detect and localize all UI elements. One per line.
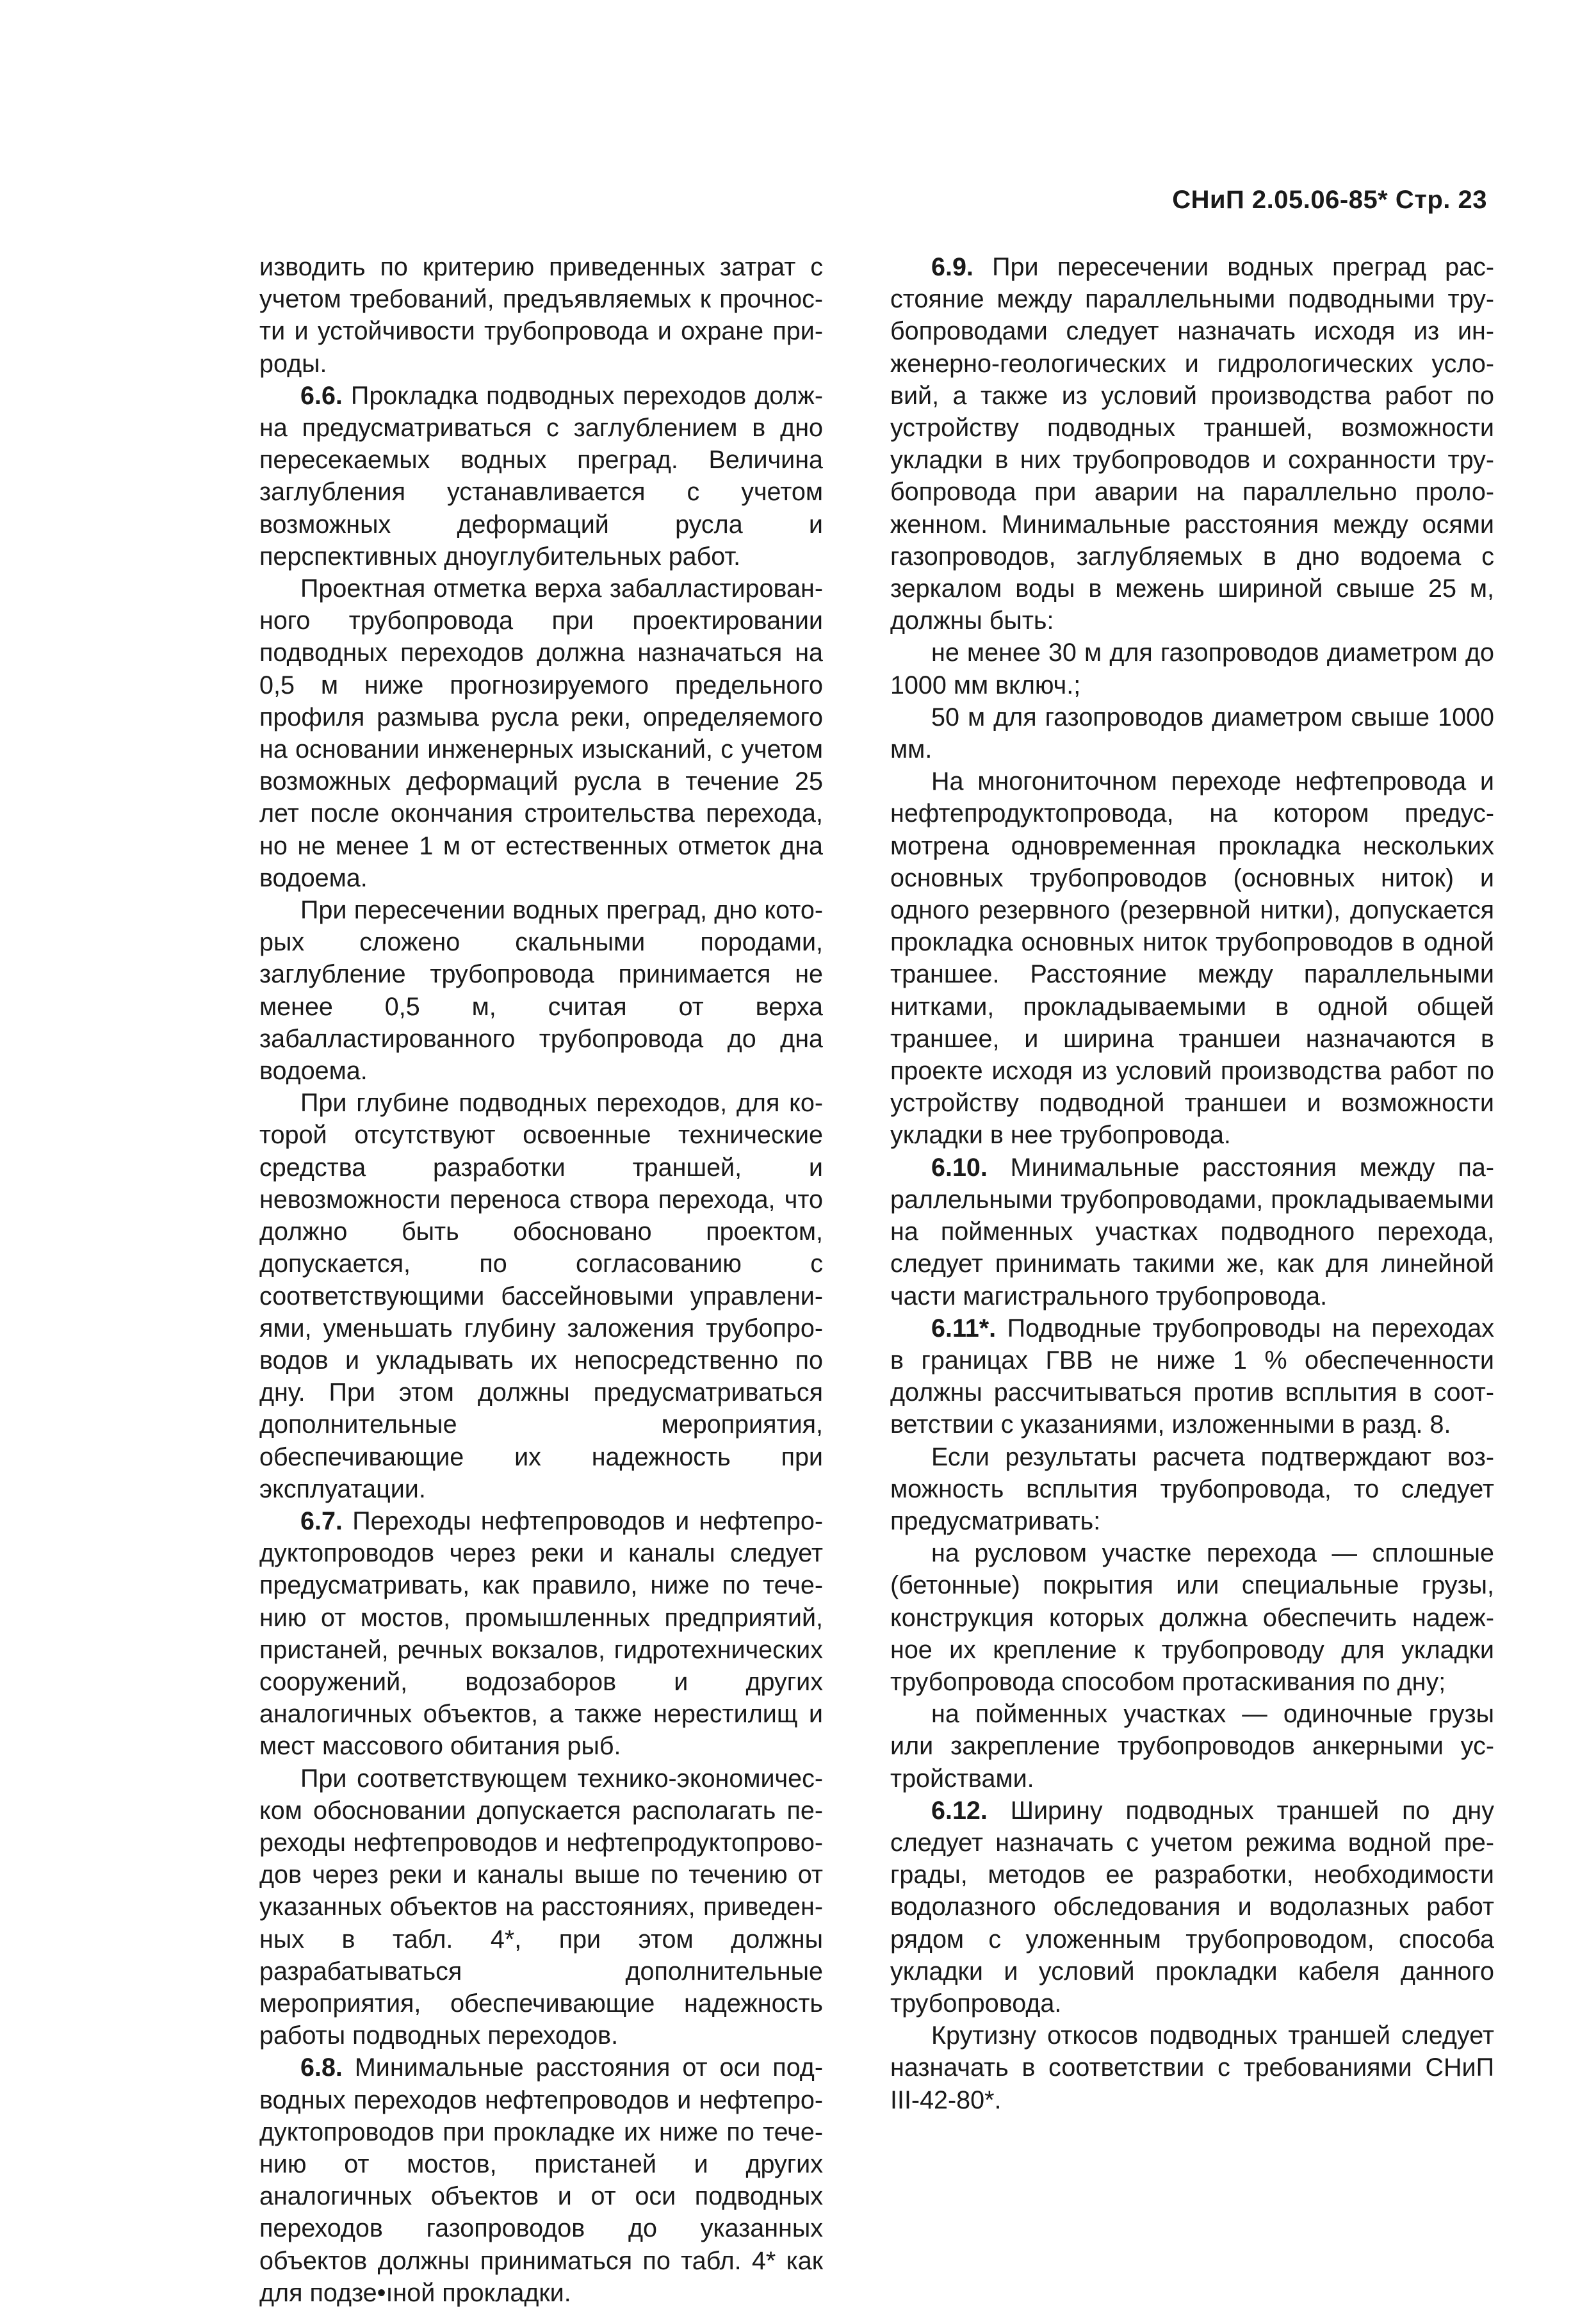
paragraph [890, 1698, 1494, 1795]
left-column [259, 251, 823, 2309]
paragraph [259, 1763, 823, 2052]
paragraph-text: Прокладка подводных переходов должна предусматриваться с заглублением в дно пересекаемых водных преград. Величина заглубления устанавливается с учетом возможных деформаций русла и перспективных дноуглубительных работ. [259, 381, 823, 571]
clause-number: 6.6. [300, 381, 343, 410]
paragraph-text: При глубине подводных переходов, для которой отсутствуют освоенные технические средства разработки траншей, и невозможности переноса створа перехода, что должно быть обосновано проектом, допускается, по согласованию с соответствующими бассейновыми управлениями, уменьшать глубину заложения трубопроводов и укладывать их непосредственно по дну. При этом должны предусматриваться дополнительные мероприятия, обеспечивающие их надежность при эксплуатации. [259, 1089, 823, 1503]
paragraph [890, 637, 1494, 701]
paragraph [890, 2019, 1494, 2116]
paragraph-text: 50 м для газопроводов диаметром свыше 1000 мм. [890, 703, 1494, 764]
right-column [890, 251, 1494, 2116]
paragraph [259, 2052, 823, 2309]
paragraph-text: на русловом участке перехода — сплошные (бетонные) покрытия или специальные грузы, конструкция которых должна обеспечить надежное их крепление к трубопроводу для укладки трубопровода способом протаскивания по дну; [890, 1539, 1494, 1696]
paragraph-text: При пересечении водных преград расстояние между параллельными подводными трубопроводами следует назначать исходя из инженерно-геологических и гидрологических условий, а также из условий производства работ по устройству подводных траншей, возможности укладки в них трубопроводов и сохранности трубопровода при аварии на параллельно проложенном. Минимальные расстояния между осями газопроводов, заглубляемых в дно водоема с зеркалом воды в межень шириной свыше 25 м, должны быть: [890, 253, 1494, 635]
paragraph-text: не менее 30 м для газопроводов диаметром до 1000 мм включ.; [890, 639, 1494, 699]
paragraph-text: Переходы нефтепроводов и нефтепродуктопроводов через реки и каналы следует предусматривать, как правило, ниже по течению от мостов, промышленных предприятий, пристаней, речных вокзалов, гидротехнических сооружений, водозаборов и других аналогичных объектов, а также нерестилищ и мест массового обитания рыб. [259, 1506, 824, 1761]
clause-number: 6.7. [300, 1506, 343, 1535]
paragraph [890, 1152, 1494, 1312]
paragraph-text: Ширину подводных траншей по дну следует назначать с учетом режима водной преграды, методов ее разработки, необходимости водолазного обследования и водолазных работ рядом с уложенным трубопроводом, способа укладки и условий прокладки кабеля данного трубопровода. [890, 1796, 1494, 2018]
paragraph [259, 1505, 823, 1763]
paragraph-text: На многониточном переходе нефтепровода и нефтепродуктопровода, на котором предусмотрена одновременная прокладка нескольких основных трубопроводов (основных ниток) и одного резервного (резервной нитки), допускается прокладка основных ниток трубопроводов в одной траншее. Расстояние между параллельными нитками, прокладываемыми в одной общей траншее, и ширина траншеи назначаются в проекте исходя из условий производства работ по устройству подводной траншеи и возможности укладки в нее трубопровода. [890, 767, 1494, 1150]
clause-number: 6.8. [300, 2053, 343, 2082]
paragraph-text: на пойменных участках — одиночные грузы или закрепление трубопроводов анкерными устройствами. [890, 1700, 1494, 1793]
paragraph-text: Минимальные расстояния от оси подводных переходов нефтепроводов и нефтепродуктопроводов при прокладке их ниже по течению от мостов, пристаней и других аналогичных объектов и от оси подводных переходов газопроводов до указанных объектов должны приниматься по табл. 4* как для подзе•ıной прокладки. [259, 2053, 823, 2307]
clause-number: 6.10. [931, 1153, 988, 1182]
paragraph [890, 1441, 1494, 1538]
clause-number: 6.9. [931, 253, 973, 281]
paragraph-text: При соответствующем технико-экономическом обосновании допускается располагать переходы нефтепроводов и нефтепродуктопроводов через реки и каналы выше по течению от указанных объектов на расстояниях, приведенных в табл. 4*, при этом должны разрабатываться дополнительные мероприятия, обеспечивающие надежность работы подводных переходов. [259, 1764, 823, 2050]
paragraph [259, 894, 823, 1087]
paragraph [890, 701, 1494, 765]
clause-number: 6.12. [931, 1796, 988, 1825]
paragraph-text: изводить по критерию приведенных затрат с учетом требований, предъявляемых к прочности и устойчивости трубопровода и охране природы. [259, 253, 823, 378]
page-header: СНиП 2.05.06-85* Стр. 23 [1172, 186, 1487, 214]
paragraph [890, 1312, 1494, 1441]
paragraph [259, 251, 823, 380]
paragraph [259, 380, 823, 573]
paragraph [890, 251, 1494, 637]
paragraph-text: Подводные трубопроводы на переходах в границах ГВВ не ниже 1 % обеспеченности должны рассчитываться против всплытия в соответствии с указаниями, изложенными в разд. 8. [890, 1314, 1494, 1439]
paragraph [259, 1087, 823, 1505]
paragraph [890, 1795, 1494, 2019]
paragraph [890, 765, 1494, 1151]
paragraph-text: Минимальные расстояния между параллельными трубопроводами, прокладываемыми на пойменных участках подводного перехода, следует принимать такими же, как для линейной части магистрального трубопровода. [890, 1153, 1494, 1310]
paragraph-text: Проектная отметка верха забалластированного трубопровода при проектировании подводных переходов должна назначаться на 0,5 м ниже прогнозируемого предельного профиля размыва русла реки, определяемого на основании инженерных изысканий, с учетом возможных деформаций русла в течение 25 лет после окончания строительства перехода, но не менее 1 м от естественных отметок дна водоема. [259, 575, 823, 892]
paragraph-text: Если результаты расчета подтверждают возможность всплытия трубопровода, то следует предусматривать: [890, 1442, 1494, 1535]
paragraph [890, 1537, 1494, 1698]
paragraph-text: Крутизну откосов подводных траншей следует назначать в соответствии с требованиями СНиП III-42-80*. [890, 2021, 1494, 2114]
paragraph [259, 573, 823, 894]
clause-number: 6.11*. [931, 1314, 997, 1342]
paragraph-text: При пересечении водных преград, дно которых сложено скальными породами, заглубление трубопровода принимается не менее 0,5 м, считая от верха забалластированного трубопровода до дна водоема. [259, 896, 823, 1086]
